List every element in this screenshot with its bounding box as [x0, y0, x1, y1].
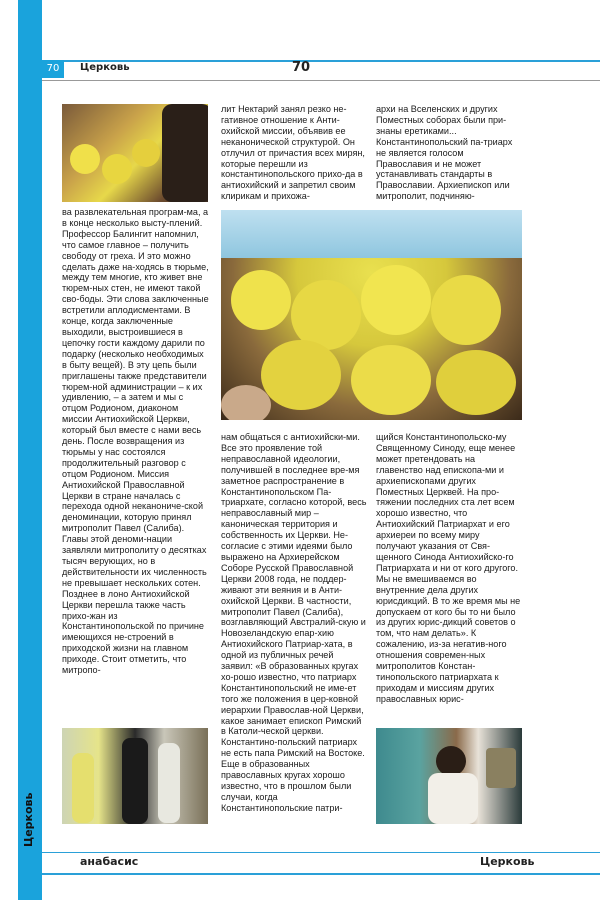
paragraph: нам общаться с антиохийски-ми. Все это проявление той неправославной идеологии, получившей в последнее вре-мя заметное распространение в Константинопольском Па-триархате, согласно которой, весь неправославный мир – каноническая территория и собственность их Церкви. Не-согласие с этими идеями было выражено на Архиерейском Соборе Русской Православной Церкви 2008 года, не поддер-живают эти веяния и в Анти-охийской Церкви. В частности, митрополит Павел (Салиба), возглавляющий Австралий-скую и Новозеландскую епар-хию Антиохийского Патриар-хата, в одной из публичных речей заявил: «В образованных кругах хо-рошо известно, что патриарх Константинопольский не име-ет того же положения в цер-ковной иерархии Православ-ной Церкви, какое занимает епископ Римский в Католи-ческой церкви. Константино-польский патриарх не есть папа Римский на Востоке. Еще в образованных православных кругах хорошо известно, что в прошлом были случаи, когда Константинопольские патри- — [221, 432, 367, 813]
text-column-left — [62, 207, 210, 722]
page-number-tab: 70 — [42, 60, 64, 78]
photo-gift-giving — [62, 728, 208, 824]
text-column-middle-top — [221, 104, 367, 214]
footer-magazine-name: анабасис — [80, 855, 139, 868]
paragraph: архи на Вселенских и других Поместных соборах были при-знаны еретиками... Константинопольский па-триарх не является голосом Православия и не может устанавливать стандарты в Православии. Архиепископ или митрополит, подчиняю- — [376, 104, 513, 202]
footer-section-name: Церковь — [480, 855, 535, 868]
text-column-right-bottom — [376, 432, 522, 728]
page-number-center: 70 — [292, 60, 311, 75]
side-section-label: Церковь — [22, 792, 35, 848]
section-title: Церковь — [80, 62, 130, 73]
paragraph: ва развлекательная програм-ма, а в конце несколько высту-плений. Профессор Балингит напомнил, что самое главное – получить свободу от греха. И это можно сделать даже на-ходясь в тюрьме, между тем многие, кто живет вне тюрем-ных стен, не имеют такой сво-боды. Эти слова заключенные встретили аплодисментами. В конце, когда заключенные выходили, выстроившиеся в цепочку гости каждому дарили по подарку (несколько необходимых в быту вещей). В эту цепь были приглашены также представители тюрем-ной администрации – к их удивлению, – а затем и мы с отцом Родионом, диаконом миссии Антиохийской Церкви, который был вместе с нами весь день. После возвращения из тюрьмы у нас состоялся продолжительный разговор с отцом Родионом. Миссия Антиохийской Православной Церкви в стране началась с перехода одной неканониче-ской деноминации, которую принял митрополит Павел (Салиба). Главы этой деноми-нации заявляли митрополиту о десятках тысяч верующих, но в действительности их численность не превышает нескольких сотен. Позднее в лоно Антиохийской Церкви перешла также часть прихо-жан из Константинопольской по причине имеющихся не-строений в приходской жизни на главном приходе. Стоит отметить, что митропо- — [62, 207, 209, 676]
photo-priest-portrait — [376, 728, 522, 824]
photo-prisoners-seated — [62, 104, 208, 202]
paragraph: лит Нектарий занял резко не-гативное отношение к Анти-охийской миссии, объявив ее неканонической структурой. Он отлучил от причастия всех мирян, которые перешли из константинопольского прихо-да в антиохийский и запретил своим клирикам и прихожа- — [221, 104, 365, 202]
photo-group-yellow-shirts — [221, 210, 522, 420]
side-accent-bar — [18, 0, 42, 900]
paragraph: щийся Константинопольско-му Священному Синоду, еще менее может претендовать на главенство над епископа-ми и архиепископами других Поместных Церквей. На про-тяжении последних ста лет всем хорошо известно, что Антиохийский Патриархат и его архиереи по всему миру получают указания от Свя-щенного Синода Антиохийско-го Патриархата и ни от кого другого. Мы не вмешиваемся во внутренние дела других юрисдикций. В то же время мы не допускаем от кого бы то ни было из других юрис-дикций советов о том, что нам делать». К сожалению, из-за негатив-ного отношения современ-ных митрополитов Констан-тинопольского патриархата к приходам и миссиям других православных юрис- — [376, 432, 521, 704]
text-column-right-top — [376, 104, 522, 214]
text-column-middle-bottom — [221, 432, 367, 828]
